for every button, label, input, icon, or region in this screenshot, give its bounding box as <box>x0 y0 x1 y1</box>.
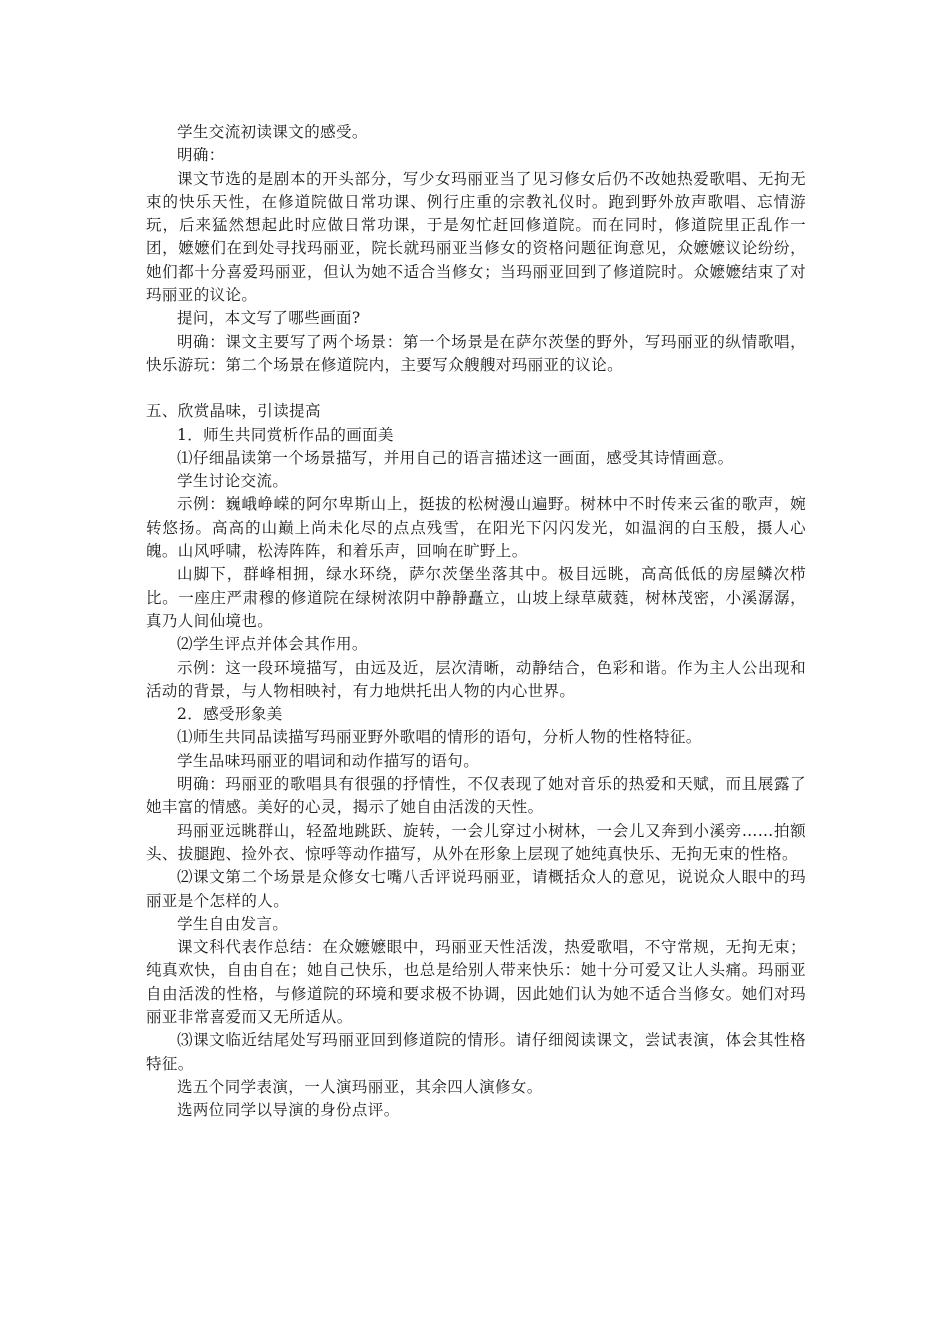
paragraph: ⑴仔细晶读第一个场景描写，并用自己的语言描述这一画面，感受其诗情画意。 <box>177 448 734 467</box>
paragraph: 示例：这一段环境描写，由远及近，层次清晰，动静结合，色彩和谐。作为主人公出现和活动的背景，与人物相映衬，有力地烘托出人物的内心世界。 <box>146 658 806 700</box>
paragraph: 玛丽亚远眺群山，轻盈地跳跃、旋转，一会儿穿过小树林，一会儿又奔到小溪旁……拍额头、拔腿跑、捡外衣、惊呼等动作描写，从外在形象上层现了她纯真快乐、无拘无束的性格。 <box>146 821 806 863</box>
paragraph: 山脚下，群峰相拥，绿水环绕，萨尔茨堡坐落其中。极目远眺，高高低低的房屋鳞次栉比。一座庄严肃穆的修道院在绿树浓阴中静静矗立，山坡上绿草葳蕤，树林茂密，小溪潺潺，真乃人间仙境也。 <box>146 565 806 630</box>
paragraph: 学生交流初读课文的感受。 <box>177 123 368 141</box>
paragraph: 提问，本文写了哪些画面? <box>177 309 361 328</box>
paragraph: 学生讨论交流。 <box>177 472 289 491</box>
paragraph: ⑵课文第二个场景是众修女七嘴八舌评说玛丽亚，请概括众人的意见，说说众人眼中的玛丽亚是个怎样的人。 <box>146 868 806 910</box>
paragraph: 课文科代表作总结：在众嬷嬷眼中，玛丽亚天性活泼，热爱歌唱，不守常规，无拘无束；纯真欢快，自由自在；她自己快乐，也总是给别人带来快乐：她十分可爱又让人头痛。玛丽亚自由活泼的性格，与修道院的环境和要求极不协调，因此她们认为她不适合当修女。她们对玛丽亚非常喜爱而又无所适从。 <box>146 938 806 1026</box>
section-gap <box>146 377 806 400</box>
document-body <box>146 121 806 1122</box>
paragraph: 明确：课文主要写了两个场景：第一个场景是在萨尔茨堡的野外，写玛丽亚的纵情歌唱，快乐游玩：第二个场景在修道院内，主要写众艘艘对玛丽亚的议论。 <box>146 332 806 374</box>
subsection-heading: 1．师生共同赏析作品的画面美 <box>177 425 394 444</box>
paragraph: 选五个同学表演，一人演玛丽亚，其余四人演修女。 <box>177 1077 543 1096</box>
paragraph: 学生自由发言。 <box>177 914 289 933</box>
paragraph: 学生品味玛丽亚的唱词和动作描写的语句。 <box>177 751 480 770</box>
paragraph: 明确： <box>177 146 225 165</box>
paragraph: 明确：玛丽亚的歌唱具有很强的抒情性，不仅表现了她对音乐的热爱和天赋，而且展露了她丰富的情感。美好的心灵，揭示了她自由活泼的天性。 <box>146 775 806 817</box>
paragraph: ⑴师生共同品读描写玛丽亚野外歌唱的情形的语句，分析人物的性格特征。 <box>177 728 702 747</box>
paragraph: 示例：巍峨峥嵘的阿尔卑斯山上，挺拔的松树漫山遍野。树林中不时传来云雀的歌声，婉转悠扬。高高的山巅上尚未化尽的点点残雪，在阳光下闪闪发光，如温润的白玉般，摄人心魄。山风呼啸，松涛阵阵，和着乐声，回响在旷野上。 <box>146 495 806 561</box>
paragraph: ⑶课文临近结尾处写玛丽亚回到修道院的情形。请仔细阅读课文，尝试表演，体会其性格特征。 <box>146 1031 806 1073</box>
paragraph: ⑵学生评点并体会其作用。 <box>177 635 368 654</box>
paragraph: 选两位同学以导演的身份点评。 <box>177 1101 400 1120</box>
section-heading: 五、欣赏晶味，引读提高 <box>146 402 321 421</box>
paragraph: 课文节选的是剧本的开头部分，写少女玛丽亚当了见习修女后仍不改她热爱歌唱、无拘无束的快乐天性，在修道院做日常功课、例行庄重的宗教礼仪时。跑到野外放声歌唱、忘情游玩，后来猛然想起此时应做日常功课，于是匆忙赶回修道院。而在同时，修道院里正乱作一团，嬷嬷们在到处寻找玛丽亚，院长就玛丽亚当修女的资格问题征询意见，众嬷嬷议论纷纷，她们都十分喜爱玛丽亚，但认为她不适合当修女；当玛丽亚回到了修道院时。众嬷嬷结束了对玛丽亚的议论。 <box>146 169 806 305</box>
subsection-heading: 2．感受形象美 <box>177 705 283 724</box>
